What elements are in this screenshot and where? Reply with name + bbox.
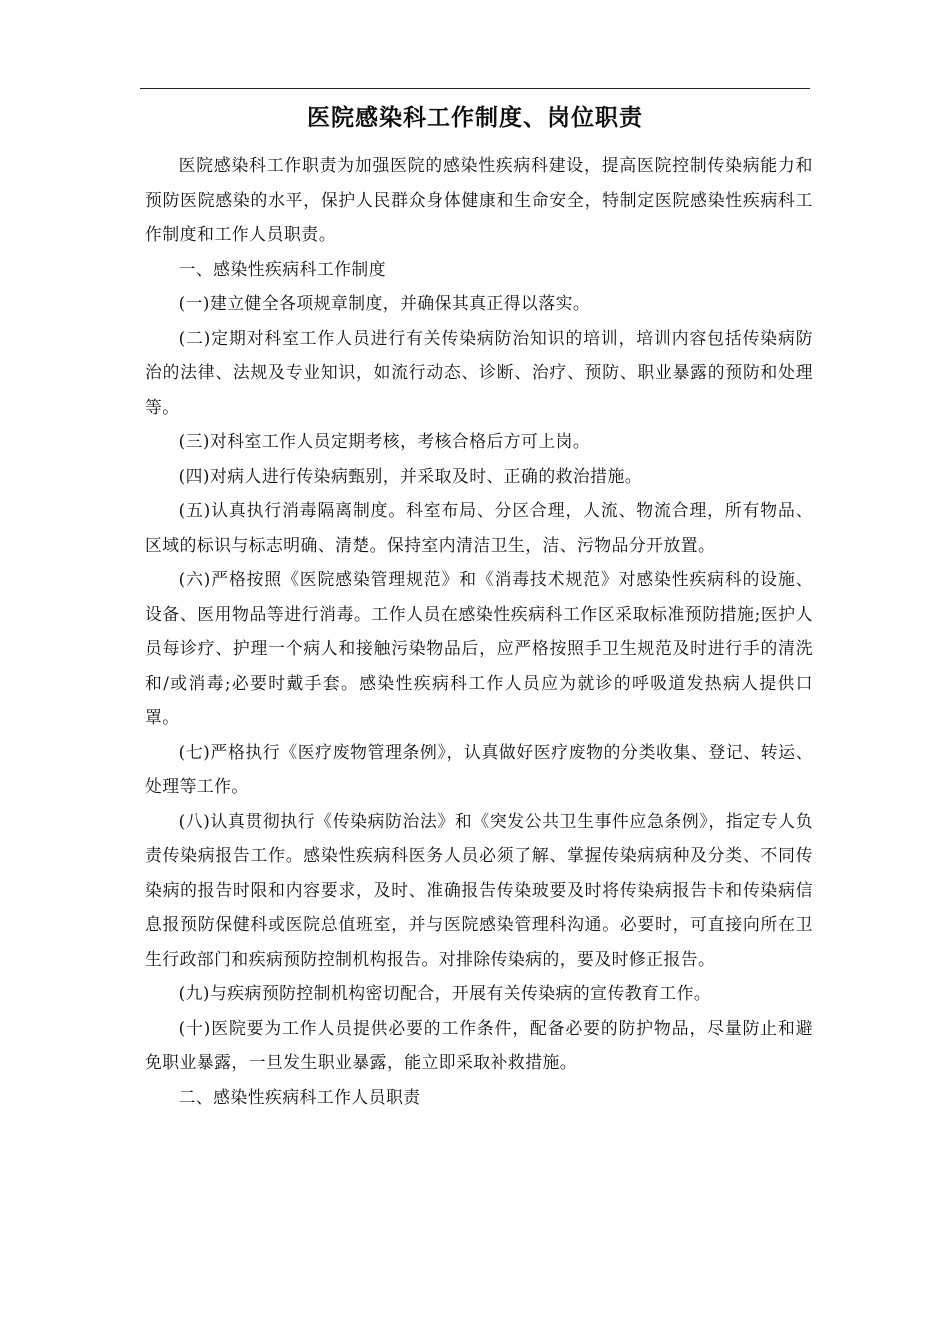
header-rule	[140, 88, 810, 89]
document-title: 医院感染科工作制度、岗位职责	[307, 105, 643, 131]
rule-item-3: (三)对科室工作人员定期考核，考核合格后方可上岗。	[178, 431, 591, 451]
document-body	[145, 148, 813, 1114]
section-heading-1: 一、感染性疾病科工作制度	[178, 258, 386, 279]
intro-paragraph: 医院感染科工作职责为加强医院的感染性疾病科建设，提高医院控制传染病能力和预防医院感染的水平，保护人民群众身体健康和生命安全，特制定医院感染性疾病科工作制度和工作人员职责。	[145, 155, 813, 244]
rule-item-6: (六)严格按照《医院感染管理规范》和《消毒技术规范》对感染性疾病科的设施、设备、医用物品等进行消毒。工作人员在感染性疾病科工作区采取标准预防措施;医护人员每诊疗、护理一个病人和接触污染物品后，应严格按照手卫生规范及时进行手的清洗和/或消毒;必要时戴手套。感染性疾病科工作人员应为就诊的呼吸道发热病人提供口罩。	[145, 569, 813, 727]
rule-item-1: (一)建立健全各项规章制度，并确保其真正得以落实。	[178, 293, 591, 313]
rule-item-5: (五)认真执行消毒隔离制度。科室布局、分区合理，人流、物流合理，所有物品、区域的标识与标志明确、清楚。保持室内清洁卫生，洁、污物品分开放置。	[145, 500, 813, 555]
rule-item-2: (二)定期对科室工作人员进行有关传染病防治知识的培训，培训内容包括传染病防治的法律、法规及专业知识，如流行动态、诊断、治疗、预防、职业暴露的预防和处理等。	[145, 327, 813, 417]
section-heading-2: 二、感染性疾病科工作人员职责	[178, 1086, 421, 1107]
rule-item-7: (七)严格执行《医疗废物管理条例》，认真做好医疗废物的分类收集、登记、转运、处理等工作。	[145, 741, 813, 796]
rule-item-8: (八)认真贯彻执行《传染病防治法》和《突发公共卫生事件应急条例》，指定专人负责传染病报告工作。感染性疾病科医务人员必须了解、掌握传染病病种及分类、不同传染病的报告时限和内容要求，及时、准确报告传染玻要及时将传染病报告卡和传染病信息报预防保健科或医院总值班室，并与医院感染管理科沟通。必要时，可直接向所在卫生行政部门和疾病预防控制机构报告。对排除传染病的，要及时修正报告。	[145, 810, 813, 969]
rule-item-4: (四)对病人进行传染病甄别，并采取及时、正确的救治措施。	[178, 465, 643, 486]
rule-item-9: (九)与疾病预防控制机构密切配合，开展有关传染病的宣传教育工作。	[178, 983, 712, 1003]
rule-item-10: (十)医院要为工作人员提供必要的工作条件，配备必要的防护物品，尽量防止和避免职业暴露，一旦发生职业暴露，能立即采取补救措施。	[145, 1017, 813, 1072]
